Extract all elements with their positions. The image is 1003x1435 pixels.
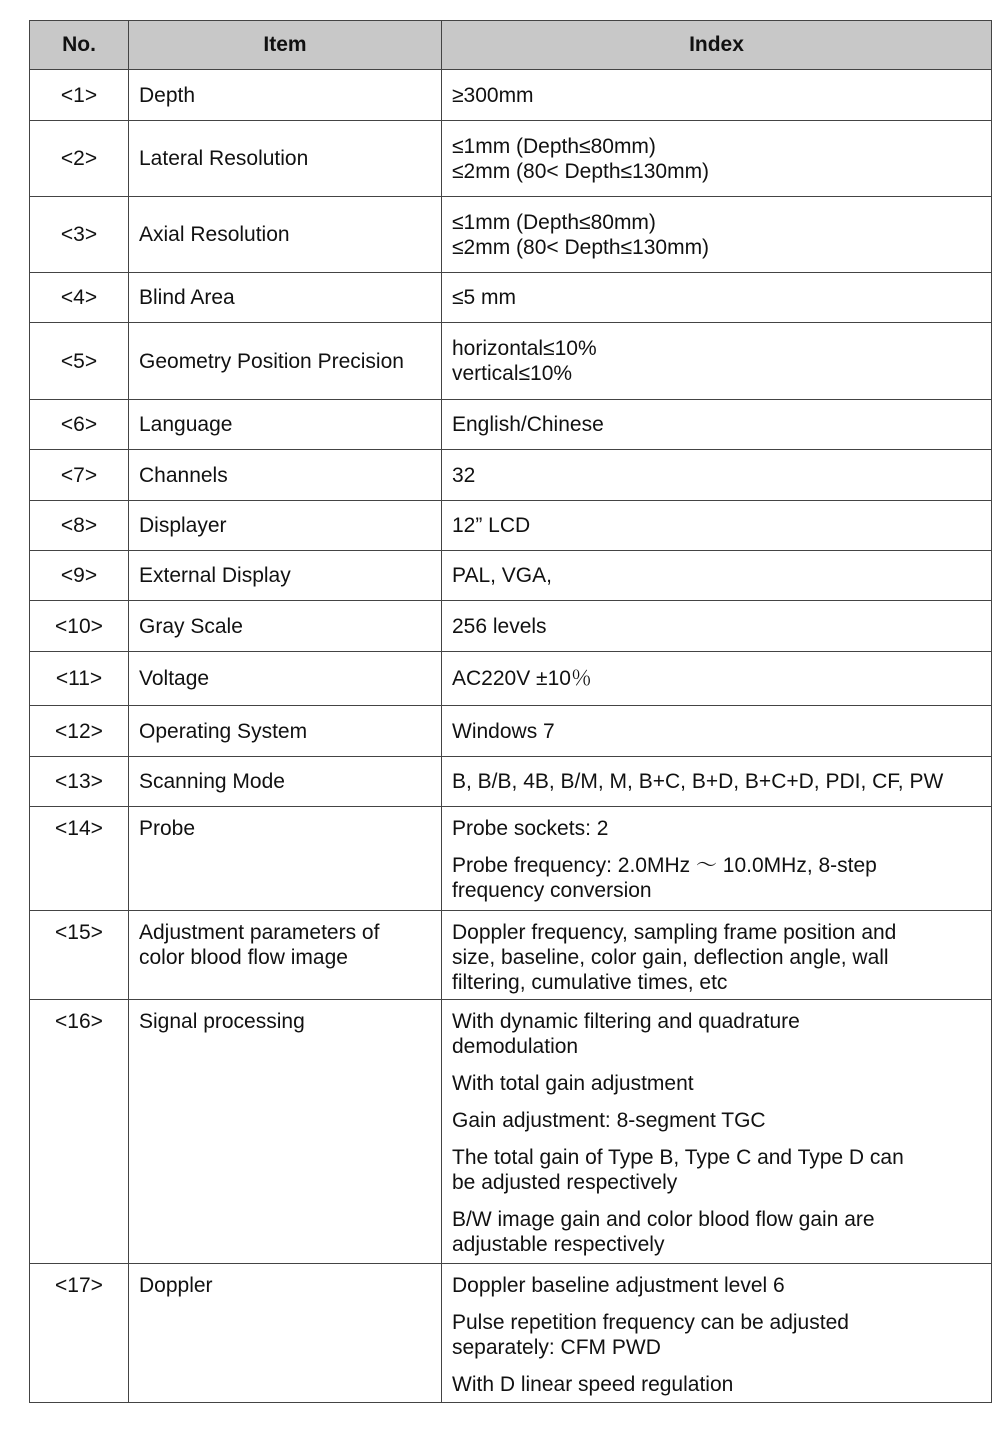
row-number: <3>	[30, 197, 129, 273]
row-number: <6>	[30, 400, 129, 450]
index-paragraph: 12” LCD	[452, 514, 531, 537]
row-index	[442, 807, 992, 911]
row-index	[442, 911, 992, 1000]
table-row	[30, 323, 992, 400]
table-row	[30, 551, 992, 601]
row-item: Voltage	[129, 652, 442, 706]
row-item: Displayer	[129, 501, 442, 551]
row-index	[442, 757, 992, 807]
index-paragraph: ≤1mm (Depth≤80mm) ≤2mm (80< Depth≤130mm)	[452, 134, 710, 183]
table-row	[30, 1000, 992, 1264]
index-paragraph: Pulse repetition frequency can be adjusted separately: CFM PWD	[452, 1311, 849, 1359]
index-paragraph: Gain adjustment: 8-segment TGC	[452, 1109, 766, 1132]
index-paragraph: PAL, VGA,	[452, 564, 552, 587]
table-row	[30, 807, 992, 911]
index-paragraph: B, B/B, 4B, B/M, M, B+C, B+D, B+C+D, PDI, CF, PW	[452, 770, 944, 793]
row-number: <17>	[30, 1264, 129, 1403]
row-number: <15>	[30, 911, 129, 1000]
row-item: Blind Area	[129, 273, 442, 323]
index-paragraph: The total gain of Type B, Type C and Type D can be adjusted respectively	[452, 1146, 904, 1194]
row-number: <14>	[30, 807, 129, 911]
spec-body	[30, 70, 992, 1403]
header-index: Index	[442, 21, 992, 70]
index-paragraph: Doppler frequency, sampling frame position and size, baseline, color gain, deflection angle, wall filtering, cumulative times, etc	[452, 921, 897, 994]
index-paragraph: 256 levels	[452, 614, 547, 638]
row-number: <5>	[30, 323, 129, 400]
table-row	[30, 911, 992, 1000]
table-row	[30, 400, 992, 450]
row-index	[442, 273, 992, 323]
row-index	[442, 450, 992, 501]
table-row	[30, 197, 992, 273]
row-index	[442, 706, 992, 757]
header-row	[30, 21, 992, 70]
row-number: <16>	[30, 1000, 129, 1264]
index-paragraph: horizontal≤10% vertical≤10%	[452, 337, 597, 385]
row-item: Operating System	[129, 706, 442, 757]
row-number: <12>	[30, 706, 129, 757]
index-paragraph: Probe sockets: 2	[452, 817, 609, 840]
header-no: No.	[30, 21, 129, 70]
row-number: <4>	[30, 273, 129, 323]
row-index	[442, 323, 992, 400]
row-item: Gray Scale	[129, 601, 442, 652]
table-row	[30, 652, 992, 706]
row-index	[442, 551, 992, 601]
row-item: Lateral Resolution	[129, 121, 442, 197]
index-paragraph: AC220V ±10％	[452, 667, 592, 690]
row-number: <1>	[30, 70, 129, 121]
row-index	[442, 400, 992, 450]
row-item: Scanning Mode	[129, 757, 442, 807]
row-index	[442, 652, 992, 706]
row-index	[442, 501, 992, 551]
row-item: Probe	[129, 807, 442, 911]
index-paragraph: ≤5 mm	[452, 286, 517, 309]
index-paragraph: ≥300mm	[452, 83, 534, 107]
index-paragraph: Windows 7	[452, 719, 555, 743]
table-row	[30, 501, 992, 551]
row-item: External Display	[129, 551, 442, 601]
index-paragraph: English/Chinese	[452, 413, 604, 436]
row-number: <7>	[30, 450, 129, 501]
row-item: Axial Resolution	[129, 197, 442, 273]
index-paragraph: Probe frequency: 2.0MHz ～ 10.0MHz, 8-step frequency conversion	[452, 854, 877, 902]
row-number: <9>	[30, 551, 129, 601]
row-number: <8>	[30, 501, 129, 551]
index-paragraph: 32	[452, 463, 476, 487]
table-row	[30, 121, 992, 197]
row-item: Signal processing	[129, 1000, 442, 1264]
row-item: Doppler	[129, 1264, 442, 1403]
index-paragraph: Doppler baseline adjustment level 6	[452, 1274, 785, 1297]
table-row	[30, 601, 992, 652]
row-number: <2>	[30, 121, 129, 197]
row-number: <13>	[30, 757, 129, 807]
row-number: <11>	[30, 652, 129, 706]
index-paragraph: B/W image gain and color blood flow gain are adjustable respectively	[452, 1208, 875, 1256]
table-row	[30, 706, 992, 757]
table-row	[30, 1264, 992, 1403]
index-paragraph: ≤1mm (Depth≤80mm) ≤2mm (80< Depth≤130mm)	[452, 210, 710, 259]
row-item: Depth	[129, 70, 442, 121]
row-index	[442, 1000, 992, 1264]
row-item: Channels	[129, 450, 442, 501]
row-index	[442, 601, 992, 652]
index-paragraph: With dynamic filtering and quadrature demodulation	[452, 1010, 800, 1058]
table-row	[30, 273, 992, 323]
table-row	[30, 70, 992, 121]
row-item: Language	[129, 400, 442, 450]
header-item: Item	[129, 21, 442, 70]
table-row	[30, 450, 992, 501]
row-item: Geometry Position Precision	[129, 323, 442, 400]
row-index	[442, 70, 992, 121]
row-index	[442, 197, 992, 273]
spec-table	[29, 20, 992, 1403]
index-paragraph: With total gain adjustment	[452, 1072, 694, 1095]
row-item: Adjustment parameters of color blood flow image	[129, 911, 442, 1000]
table-row	[30, 757, 992, 807]
row-number: <10>	[30, 601, 129, 652]
row-index	[442, 121, 992, 197]
index-paragraph: With D linear speed regulation	[452, 1373, 734, 1396]
row-index	[442, 1264, 992, 1403]
